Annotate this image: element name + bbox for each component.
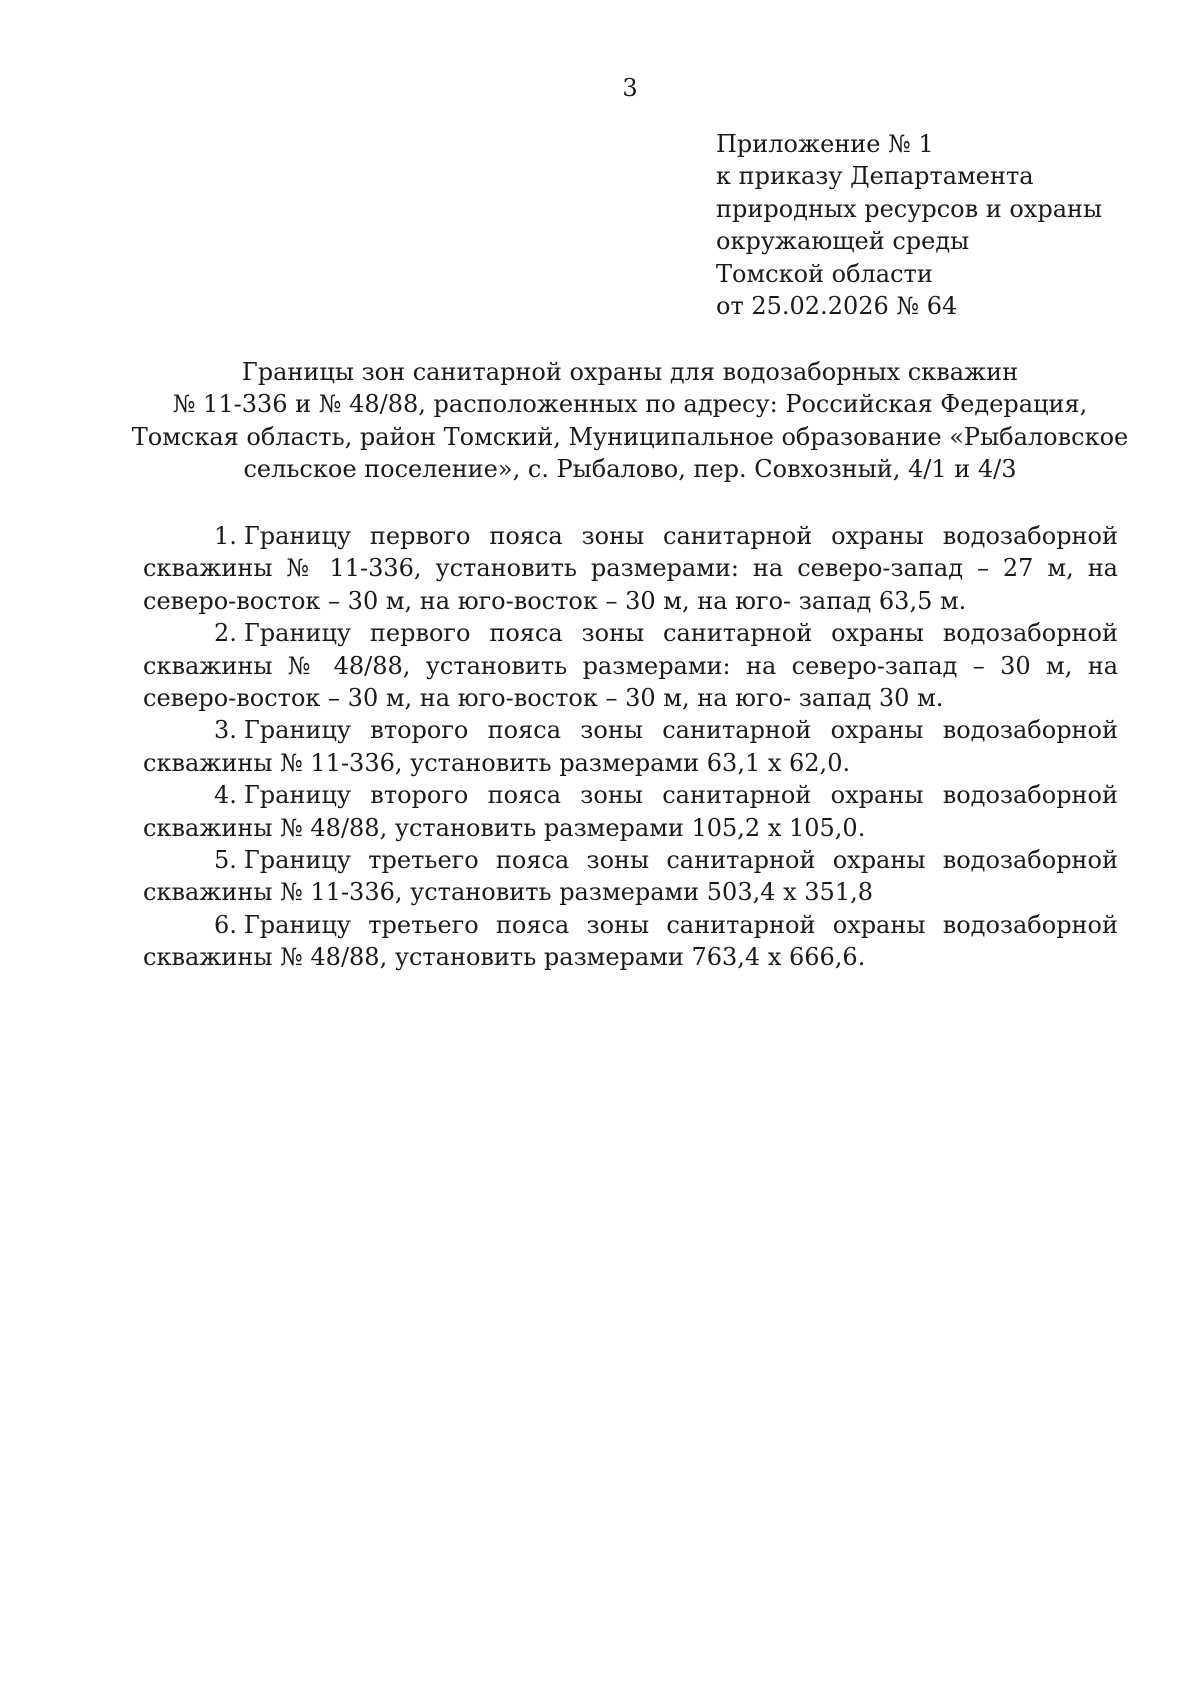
clause-text: Границу третьего пояса зоны санитарной охраны водозаборной скважины № 48/88, установить размерами 763,4 х 666,6. <box>143 910 1118 972</box>
clause-item <box>143 909 1118 974</box>
title-line: № 11-336 и № 48/88, расположенных по адресу: Российская Федерация, <box>172 390 1088 419</box>
clause-number: 6. <box>214 910 237 939</box>
clause-text: Границу третьего пояса зоны санитарной охраны водозаборной скважины № 11-336, установить размерами 503,4 х 351,8 <box>143 846 1118 907</box>
clause-item <box>143 844 1118 909</box>
clause-text: Границу второго пояса зоны санитарной охраны водозаборной скважины № 11-336, установить размерами 63,1 х 62,0. <box>143 716 1118 777</box>
title-line: Границы зон санитарной охраны для водозаборных скважин <box>241 358 1019 386</box>
document-title <box>130 356 1130 486</box>
clause-number: 5. <box>214 846 237 875</box>
clause-item <box>143 520 1118 617</box>
clause-number: 1. <box>214 522 237 550</box>
clause-text: Границу первого пояса зоны санитарной охраны водозаборной скважины № 48/88, установить размерами: на северо-запад – 30 м, на северо-восток – 30 м, на юго-восток – 30 м, на юго- запад 30 м. <box>143 619 1118 713</box>
clauses-list <box>143 520 1118 974</box>
clause-number: 3. <box>214 716 237 745</box>
page-number: 3 <box>622 74 638 102</box>
clause-number: 2. <box>214 619 237 648</box>
clause-number: 4. <box>214 781 237 810</box>
appendix-line: к приказу Департамента <box>716 162 1034 191</box>
appendix-line: Томской области <box>716 259 933 288</box>
title-line: сельское поселение», с. Рыбалово, пер. Совхозный, 4/1 и 4/3 <box>243 455 1017 484</box>
appendix-line: окружающей среды <box>716 227 970 256</box>
clause-item <box>143 714 1118 779</box>
appendix-header <box>716 128 1156 322</box>
clause-item <box>143 617 1118 714</box>
clause-item <box>143 779 1118 844</box>
appendix-line: от 25.02.2026 № 64 <box>716 292 958 321</box>
clause-text: Границу первого пояса зоны санитарной охраны водозаборной скважины № 11-336, установить размерами: на северо-запад – 27 м, на северо-восток – 30 м, на юго-восток – 30 м, на юго- запад 63,5 м. <box>143 522 1118 615</box>
appendix-line: Приложение № 1 <box>716 130 934 158</box>
appendix-line: природных ресурсов и охраны <box>716 194 1103 223</box>
title-line: Томская область, район Томский, Муниципальное образование «Рыбаловское <box>131 422 1129 451</box>
clause-text: Границу второго пояса зоны санитарной охраны водозаборной скважины № 48/88, установить размерами 105,2 х 105,0. <box>143 781 1118 842</box>
